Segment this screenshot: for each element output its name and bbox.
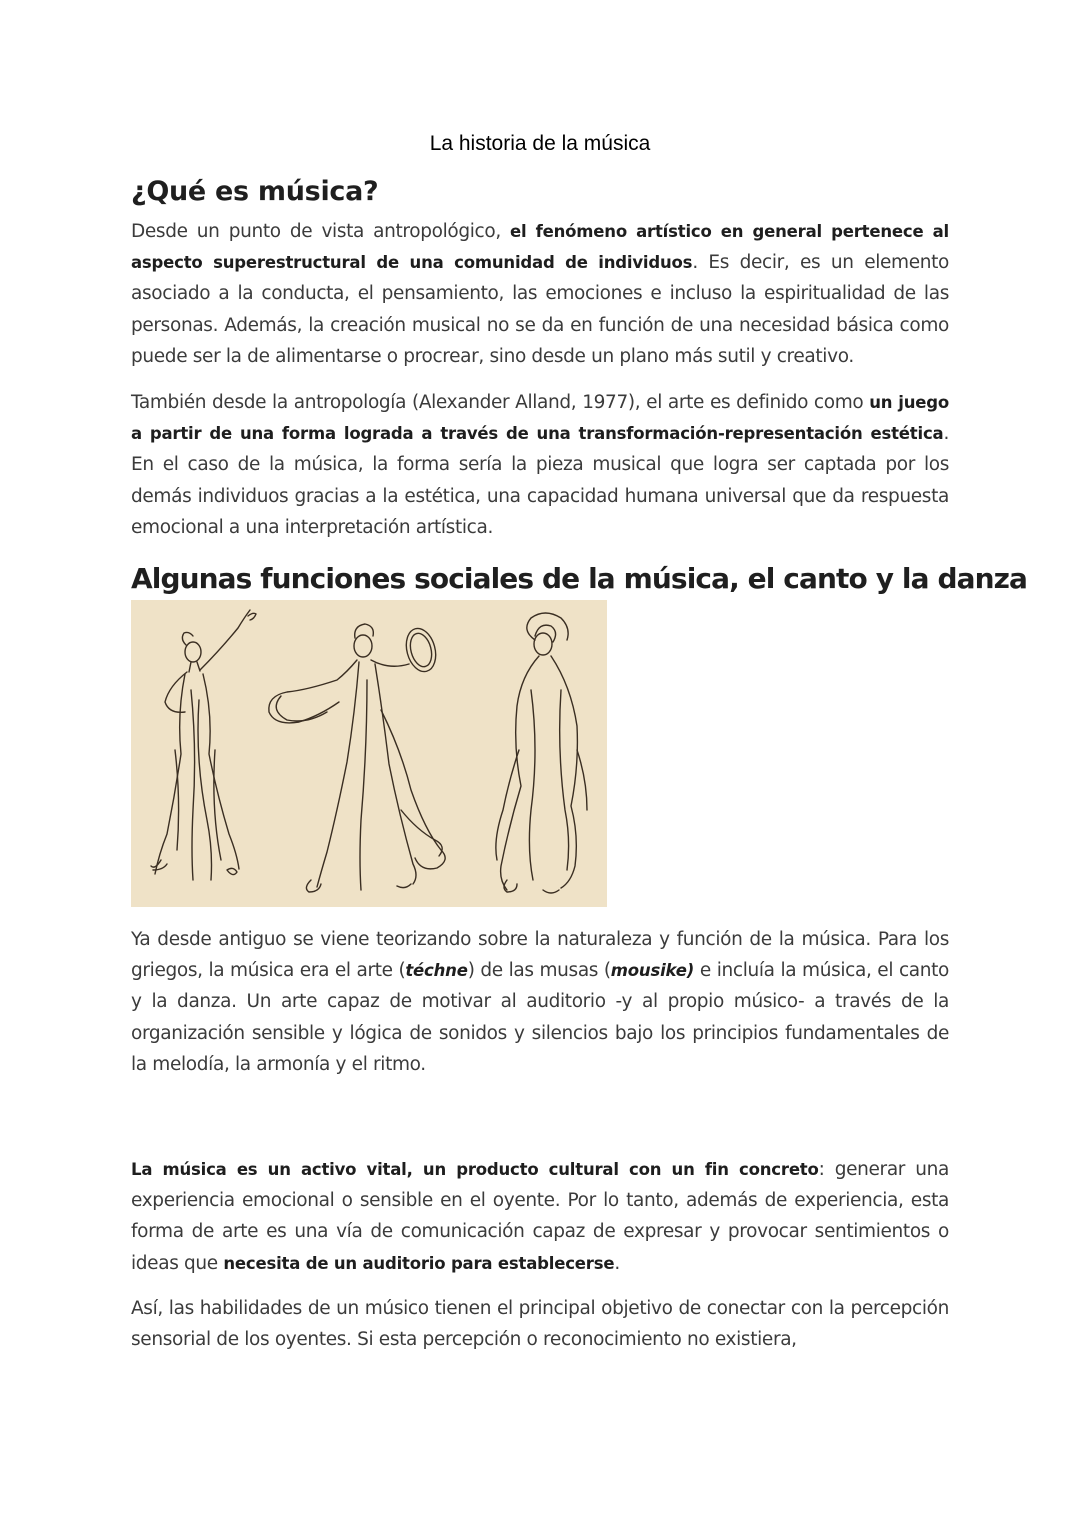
paragraph-3-term-techne: téchne <box>405 961 468 981</box>
paragraph-2-bold: un juego a partir de una forma lograda a través de una transformación-representación estética <box>131 393 949 444</box>
heading-que-es-musica: ¿Qué es música? <box>131 176 379 207</box>
paragraph-3 <box>131 924 949 1080</box>
paragraph-3-term-mousike: mousike) <box>610 961 695 981</box>
paragraph-4-text: : generar una experiencia emocional o sensible en el oyente. Por lo tanto, además de experiencia, esta forma de arte es una vía de comunicación capaz de expresar y provocar sentimientos o ideas que <box>131 1159 950 1274</box>
paragraph-3-text: Ya desde antiguo se viene teorizando sobre la naturaleza y función de la música. Para los griegos, la música era el arte ( <box>131 929 949 982</box>
paragraph-4-bold: La música es un activo vital, un producto cultural con un fin concreto <box>131 1160 819 1179</box>
paragraph-2 <box>131 387 949 543</box>
dancer-center <box>269 624 445 892</box>
greek-dancers-illustration <box>131 600 607 907</box>
paragraph-4-period: . <box>614 1252 620 1274</box>
paragraph-2-text: También desde la antropología (Alexander Alland, 1977), el arte es definido como <box>131 392 870 413</box>
dancer-left <box>151 610 256 880</box>
heading-funciones-sociales: Algunas funciones sociales de la música, el canto y la danza <box>131 562 1028 595</box>
paragraph-1-text: Desde un punto de vista antropológico, <box>131 221 511 242</box>
document-title: La historia de la música <box>429 132 651 155</box>
paragraph-4-bold-end: necesita de un auditorio para establecerse <box>223 1253 615 1273</box>
paragraph-2-text-end: . En el caso de la música, la forma sería la pieza musical que logra ser captada por los demás individuos gracias a la estética, una capacidad humana universal que da respuesta emocional a una interpretación artística. <box>131 423 949 538</box>
paragraph-3-text-end: e incluía la música, el canto y la danza. Un arte capaz de motivar al auditorio -y al propio músico- a través de la organización sensible y lógica de sonidos y silencios bajo los principios fundamentales de la melodía, la armonía y el ritmo. <box>131 960 949 1075</box>
paragraph-4 <box>131 1154 949 1279</box>
paragraph-3-text-mid: ) de las musas ( <box>467 960 611 982</box>
paragraph-1-bold: el fenómeno artístico en general pertenece al aspecto superestructural de una comunidad de individuos <box>131 222 950 273</box>
dancer-right <box>496 613 587 893</box>
paragraph-1-text-end: . Es decir, es un elemento asociado a la conducta, el pensamiento, las emociones e incluso la espiritualidad de las personas. Además, la creación musical no se da en función de una necesidad básica como puede ser la de alimentarse o procrear, sino desde un plano más sutil y creativo. <box>131 252 949 367</box>
dancers-drawing <box>131 600 607 907</box>
paragraph-5: Así, las habilidades de un músico tienen el principal objetivo de conectar con la percepción sensorial de los oyentes. Si esta percepción o reconocimiento no existiera, <box>131 1298 949 1351</box>
paragraph-1 <box>131 216 949 372</box>
